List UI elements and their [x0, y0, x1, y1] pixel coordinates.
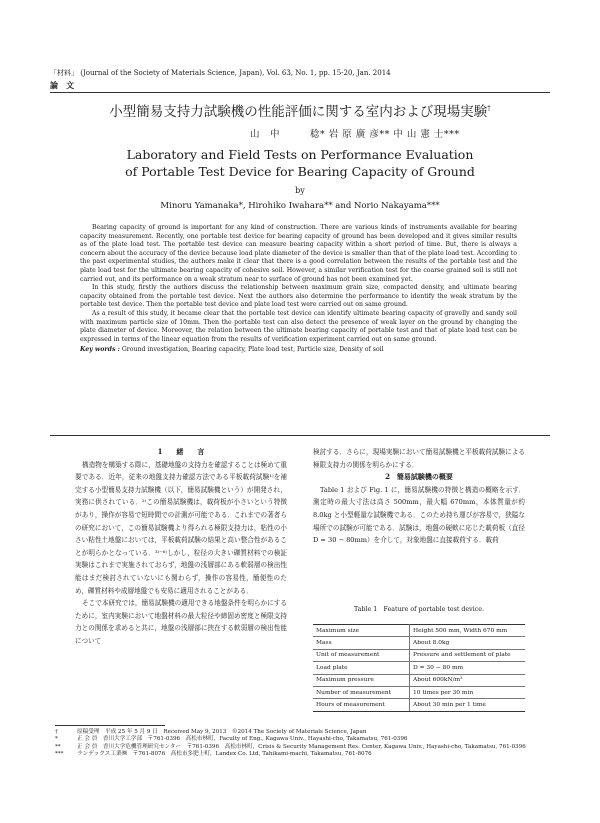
- table-cell-value: D = 30 − 80 mm: [410, 662, 526, 674]
- table-cell-value: 10 times per 30 min: [410, 686, 526, 698]
- footnote-rule: [55, 725, 165, 726]
- body-paragraph: 検討する．さらに，現場実験において簡易試験機と平板載荷試験による極限支持力の関係を明らかにする．: [313, 448, 525, 469]
- by-label: by: [295, 186, 305, 195]
- footnote-mark: ***: [55, 751, 64, 758]
- footnote-text: 原稿受理 平成 25 年 5 月 9 日 Received May 9, 2013 ©2014 The Society of Materials Science, Japan: [77, 729, 367, 735]
- table-row: [313, 674, 525, 686]
- article-type: 論 文: [50, 80, 74, 90]
- abstract-paragraph: Bearing capacity of ground is important for any kind of construction. There are various kinds of instruments available for bearing capacity measurement. Recently, one portable test device for bearing capacity of ground has been developed and it gives similar results as of the plate load test. The portable test device can measure bearing capacity within a short period of time. But, there is always a concern about the accuracy of the device because load plate diameter of the device is smaller than that of the plate load test. According to the past experimental studies, the authors make it clear that there is a good correlation between the results of the portable test and the plate load test for the ultimate bearing capacity of cohesive soil. However, a similar verification test for the coarse grained soil is still not carried out, and its performance on a weak stratum near to surface of ground has not been examined yet.: [80, 224, 517, 283]
- header-rule: [50, 92, 550, 93]
- footnote: [55, 736, 550, 743]
- table-row: [313, 699, 525, 711]
- footnote-mark: **: [55, 743, 61, 750]
- table-cell-value: Height 500 mm, Width 670 mm: [410, 625, 526, 637]
- table-row: [313, 662, 525, 674]
- body-paragraph: 構造物を構築する際に，基礎地盤の支持力を確認することは極めて重要である．近年，従来の地盤支持力確認方法である平板載荷試験¹⁾を補完する小型簡易支持力試験機（以下，簡易試験機という）が開発され，実務に供されている．²⁾この簡易試験機は，載荷板が小さいという特徴があり，操作が容易で短時間での計測が可能である．これまでの著者らの研究において，この簡易試験機より得られる極限支持力は，粘性の小さい粘性土地盤においては，平板載荷試験の結果と高い整合性があることが明らかとなっている．³⁾⁻⁶⁾しかし，粒径の大きい礫質材料での検証実験はこれまで実施されておらず，地盤の浅層部にある軟弱層の検出性能はまだ検討されていないにも関わらず，操作の容易性，簡便性のため，礫質材料や成層地盤でも安易に適用されることがある．: [75, 460, 287, 595]
- authors-english: Minoru Yamanaka*, Hirohiko Iwahara** and Norio Nakayama***: [160, 201, 440, 211]
- table-row: [313, 686, 525, 698]
- title-japanese: [50, 100, 550, 120]
- table-cell-label: Unit of measurement: [313, 649, 410, 661]
- body-paragraph: Table 1 および Fig. 1 に，簡易試験機の特徴と構造の概略を示す．測定時の最大寸法は高さ 500mm，最大幅 670mm，本体質量が約 8.0kg と小型軽量な試験機である．このため持ち運びが容易で，狭隘な場所での試験が可能である．試験は，地盤の硬軟に応じた載荷板（直径 D = 30 − 80mm）を介して，対象地盤に直接載荷する．載荷: [313, 485, 525, 545]
- table-cell-value: About 8.0kg: [410, 637, 526, 649]
- table-cell-label: Load plate: [313, 662, 410, 674]
- section-heading-introduction: 1 緒 言: [157, 447, 205, 456]
- title-footnote-mark: †: [487, 104, 491, 113]
- footnote-text: ランデックス工業㈱ 〒761-8076 高松市多肥上町，Landex Co. Ltd, Tahikami-machi, Takamatsu, 761-8076: [77, 751, 372, 758]
- footnote-mark: †: [55, 729, 58, 735]
- table-cell-label: Hours of measurement: [313, 699, 410, 711]
- title-english-line-2: of Portable Test Device for Bearing Capacity of Ground: [125, 164, 475, 179]
- body-paragraph: そこで本研究では，簡易試験機の適用できる地盤条件を明らかにするために，室内実験において地盤材料の最大粒径や締固め密度と極限支持力との関係を求めると共に，地盤の浅層部に挟在する軟弱層の検出性能について: [75, 599, 287, 645]
- title-english-line-1: Laboratory and Field Tests on Performance Evaluation: [126, 147, 474, 162]
- footnote-text: 正 会 員 香川大学工学部 〒761-0396 高松市林町，Faculty of Eng., Kagawa Univ., Hayashi-cho, Takamatsu, 761-0396: [77, 736, 408, 743]
- keywords: [80, 346, 517, 355]
- abstract-paragraph: As a result of this study, it became clear that the portable test device can identify ultimate bearing capacity of gravelly and sandy soil with maximum particle size of 10mm. Then the portable test can also detect the presence of weak layer on the ground by changing the plate diameter of device. Moreover, the relation between the ultimate bearing capacity of portable test and that of plate load test can be expressed in terms of the linear equation from the results of verification experiment carried out on same ground.: [80, 309, 517, 343]
- footnotes: [55, 729, 550, 759]
- footnote-text: 正 会 員 香川大学危機管理研究センター 〒761-0396 高松市林町，Crisis & Security Management Res. Center, Kagawa Univ., Hayashi-cho, Takamatsu, 761-0396: [77, 743, 526, 750]
- section-heading-device-overview: 2 簡易試験機の概要: [385, 472, 453, 482]
- table-cell-value: About 30 min per 1 time: [410, 699, 526, 711]
- footnote-mark: *: [55, 736, 58, 743]
- keywords-list: Ground investigation, Bearing capacity, Plate load test, Particle size, Density of soil: [121, 346, 384, 354]
- table-caption: Table 1 Feature of portable test device.: [354, 606, 484, 613]
- left-column: [75, 446, 287, 648]
- abstract-paragraph: In this study, firstly the authors discuss the relationship between maximum grain size, compacted density, and ultimate bearing capacity obtained from the portable test device. Next the authors also determine the performance to identify the weak stratum by the portable test device. Then the portable test device and plate load test were carried out on same ground.: [80, 284, 517, 309]
- table-cell-label: Maximum size: [313, 625, 410, 637]
- table-cell-value: Pressure and settlement of plate: [410, 649, 526, 661]
- table-row: [313, 649, 525, 661]
- table-cell-label: Mass: [313, 637, 410, 649]
- footnote: [55, 751, 550, 758]
- table-cell-label: Maximum pressure: [313, 674, 410, 686]
- feature-table: [313, 624, 525, 712]
- table-cell-value: About 600kN/m²: [410, 674, 526, 686]
- title-japanese-text: 小型簡易支持力試験機の性能評価に関する室内および現場実験: [109, 104, 488, 120]
- abstract-rule: [50, 435, 550, 436]
- authors-japanese: 山 中 稔* 岩 原 廣 彦** 中 山 憲 士***: [250, 129, 460, 140]
- right-column: [313, 446, 525, 547]
- table-row: [313, 637, 525, 649]
- table-row: [313, 625, 525, 637]
- abstract: [80, 224, 517, 355]
- table-cell-label: Number of measurement: [313, 686, 410, 698]
- keywords-label: Key words :: [80, 346, 120, 354]
- journal-citation: 「材料」 (Journal of the Society of Materials Science, Japan), Vol. 63, No. 1, pp. 15-20, Jan. 2014: [50, 69, 391, 77]
